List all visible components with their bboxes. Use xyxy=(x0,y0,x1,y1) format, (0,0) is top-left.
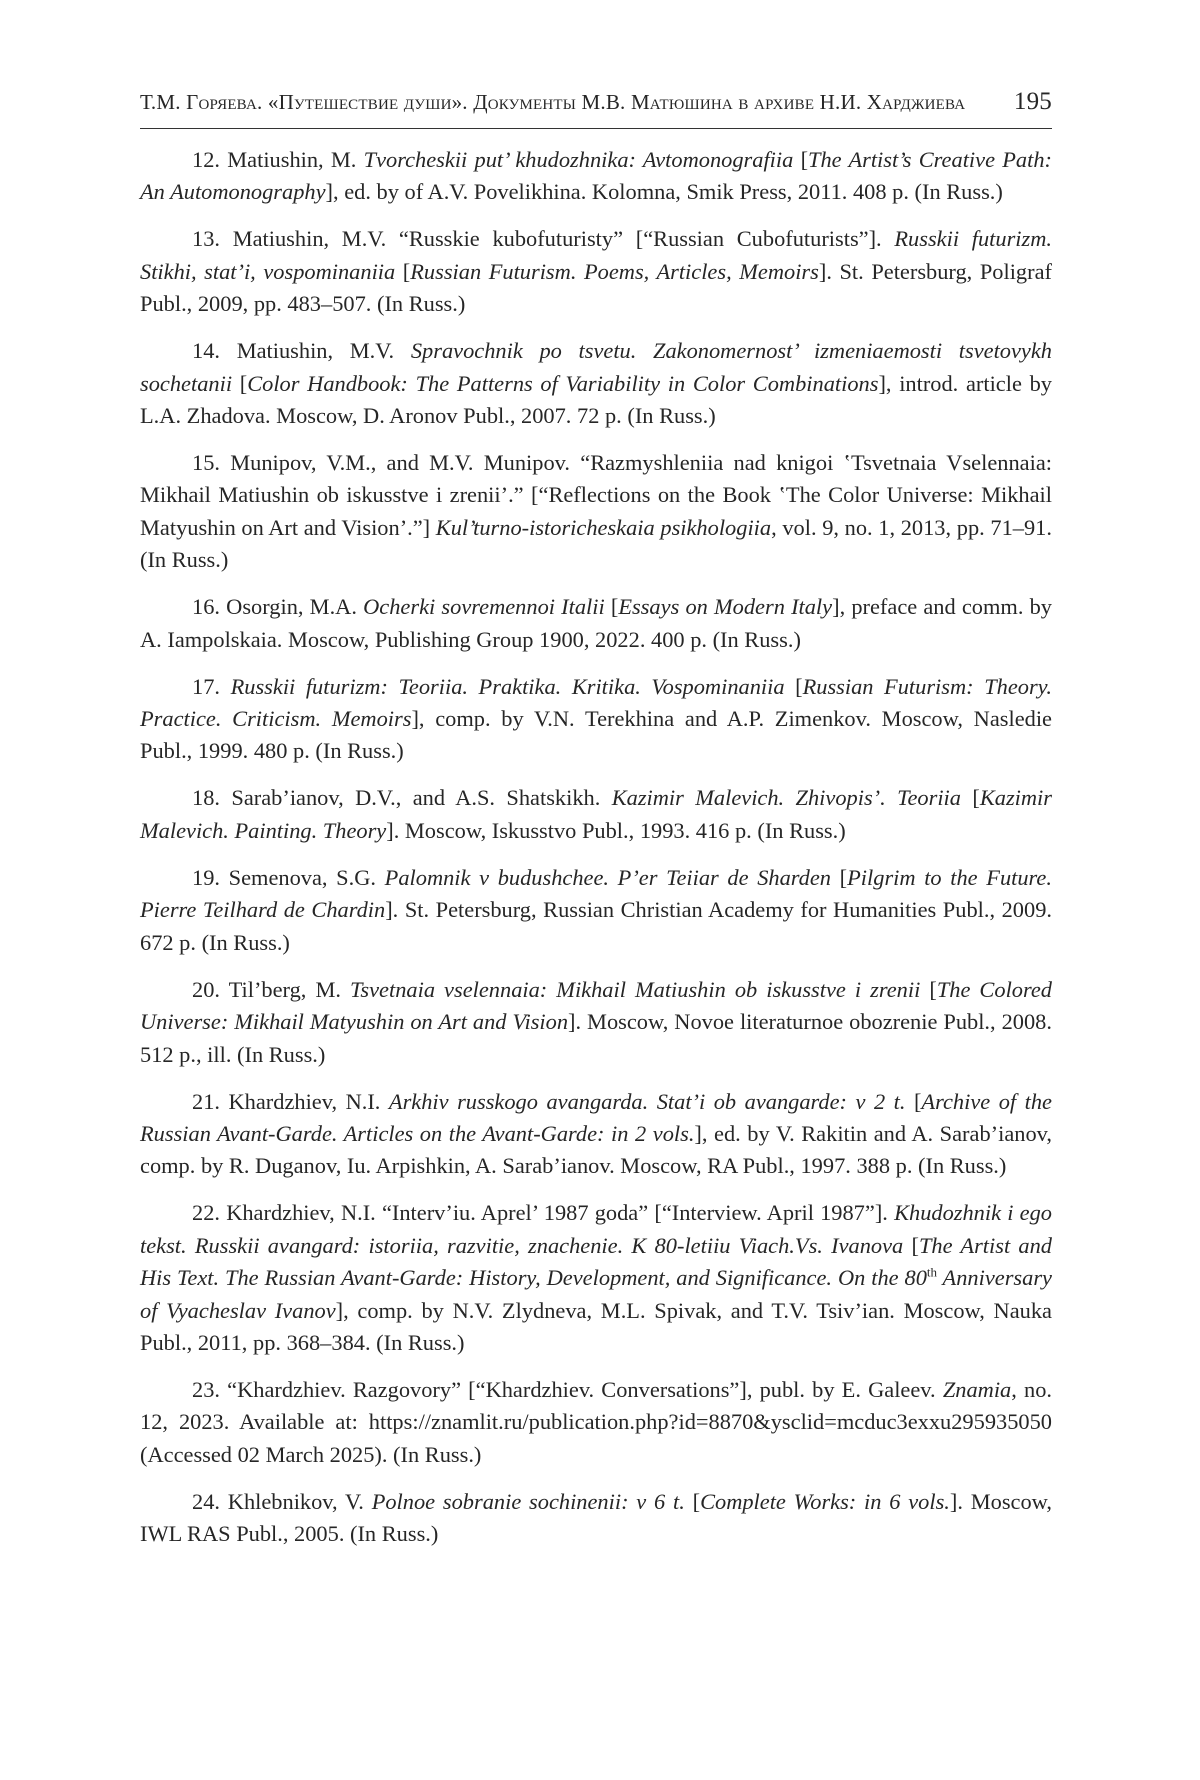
reference-text: Munipov, V.M., and M.V. Munipov. “Razmyshleniia nad knigoi ʽTsvetnaia Vselennaia: Mikhail Matiushin ob iskusstve i zrenii’.” [“Reflections on the Book ʽThe Color Universe: Mikhail Matyushin on Art and Vision’.”] xyxy=(140,450,1052,540)
reference-title: Kazimir Malevich. Zhivopis’. Teoriia xyxy=(611,785,961,811)
reference-title: Color Handbook: The Patterns of Variability in Color Combinations xyxy=(247,370,879,396)
reference-number: 12. xyxy=(192,147,220,172)
reference-superscript: th xyxy=(926,1264,938,1280)
reference-text: ], introd. article by L.A. Zhadova. Moscow, D. Aronov Publ., 2007. 72 p. (In Russ.) xyxy=(140,370,1052,429)
reference-title: The Colored Universe: Mikhail Matyushin on Art and Vision xyxy=(140,976,1052,1035)
reference-number: 21. xyxy=(192,1088,220,1114)
reference-item xyxy=(140,862,1052,959)
reference-text: [ xyxy=(684,1488,701,1514)
page-number: 195 xyxy=(1013,88,1052,115)
reference-title: The Artist and His Text. The Russian Avant-Garde: History, Development, and Significance. On the 80 xyxy=(140,1232,1053,1291)
reference-text: ]. St. Petersburg, Poligraf Publ., 2009, pp. 483–507. (In Russ.) xyxy=(140,258,1052,317)
reference-text: ], ed. by of A.V. Povelikhina. Kolomna, Smik Press, 2011. 408 p. (In Russ.) xyxy=(325,179,1003,205)
reference-text: ], comp. by N.V. Zlydneva, M.L. Spivak, and T.V. Tsiv’ian. Moscow, Nauka Publ., 2011, pp. 368–384. (In Russ.) xyxy=(140,1297,1052,1355)
reference-text: [ xyxy=(903,1232,919,1258)
reference-text: [ xyxy=(960,785,980,811)
reference-title: Archive of the Russian Avant-Garde. Articles on the Avant-Garde: in 2 vols. xyxy=(140,1088,1052,1146)
reference-text: Matiushin, M. xyxy=(227,147,364,172)
header-rule xyxy=(140,128,1052,129)
reference-text: Khlebnikov, V. xyxy=(227,1488,372,1514)
reference-text: [ xyxy=(831,864,848,890)
running-head xyxy=(140,88,1052,116)
reference-item xyxy=(140,1374,1052,1471)
reference-text: [ xyxy=(793,147,809,172)
reference-title: Essays on Modern Italy xyxy=(618,594,833,620)
reference-title: Spravochnik po tsvetu. Zakonomernost’ izmeniaemosti tsvetovykh sochetanii xyxy=(140,338,1052,396)
reference-text: ]. St. Petersburg, Russian Christian Academy for Humanities Publ., 2009. 672 p. (In Russ.) xyxy=(140,897,1052,955)
reference-text: [ xyxy=(920,976,937,1002)
reference-title: Complete Works: in 6 vols. xyxy=(700,1488,950,1514)
reference-number: 20. xyxy=(192,976,220,1002)
reference-number: 23. xyxy=(192,1376,220,1402)
reference-text: ]. Moscow, IWL RAS Publ., 2005. (In Russ.) xyxy=(140,1488,1052,1547)
reference-text: Osorgin, M.A. xyxy=(226,594,364,620)
reference-title: Pilgrim to the Future. Pierre Teilhard de Chardin xyxy=(140,864,1052,923)
reference-url[interactable]: https://znamlit.ru/publication.php?id=8870&ysclid=mcduc3exxu295935050 xyxy=(368,1409,1052,1435)
reference-title: The Artist’s Creative Path: An Automonography xyxy=(140,147,1052,205)
reference-title: Polnoe sobranie sochinenii: v 6 t. xyxy=(371,1488,685,1514)
reference-title: Znamia xyxy=(942,1376,1012,1402)
reference-title: Tvorcheskii put’ khudozhnika: Avtomonografiia xyxy=(363,147,794,172)
reference-text: Semenova, S.G. xyxy=(228,864,385,890)
reference-title: Russian Futurism. Poems, Articles, Memoirs xyxy=(410,258,819,284)
reference-title: Russkii futurizm. Stikhi, stat’i, vospominaniia xyxy=(140,226,1052,284)
reference-text: , vol. 9, no. 1, 2013, pp. 71–91. (In Russ.) xyxy=(140,514,1052,573)
reference-title: Anniversary of Vyacheslav Ivanov xyxy=(140,1265,1052,1323)
reference-item xyxy=(140,591,1052,656)
reference-text: Matiushin, M.V. “Russkie kubofuturisty” [“Russian Cubofuturists”]. xyxy=(232,226,895,252)
reference-title: Arkhiv russkogo avangarda. Stat’i ob avangarde: v 2 t. xyxy=(388,1088,906,1114)
reference-title: Tsvetnaia vselennaia: Mikhail Matiushin ob iskusstve i zrenii xyxy=(350,976,921,1002)
reference-item xyxy=(140,1197,1052,1359)
reference-number: 15. xyxy=(192,450,220,476)
reference-number: 18. xyxy=(192,785,220,811)
reference-title: Kazimir Malevich. Painting. Theory xyxy=(140,785,1052,843)
reference-item xyxy=(140,223,1052,320)
reference-text: Til’berg, M. xyxy=(228,976,350,1002)
reference-text: Matiushin, M.V. xyxy=(236,338,411,364)
reference-text: “Khardzhiev. Razgovory” [“Khardzhiev. Conversations”], publ. by E. Galeev. xyxy=(227,1376,943,1402)
reference-item xyxy=(140,335,1052,432)
reference-item xyxy=(140,447,1052,577)
reference-text: ]. Moscow, Novoe literaturnoe obozrenie Publ., 2008. 512 p., ill. (In Russ.) xyxy=(140,1009,1052,1067)
reference-number: 13. xyxy=(192,226,220,252)
reference-number: 22. xyxy=(192,1200,220,1226)
reference-number: 16. xyxy=(192,594,220,620)
reference-number: 24. xyxy=(192,1488,220,1514)
reference-item xyxy=(140,1086,1052,1183)
reference-number: 14. xyxy=(192,338,220,364)
reference-text: [ xyxy=(784,673,803,699)
reference-text: ], ed. by V. Rakitin and A. Sarab’ianov, comp. by R. Duganov, Iu. Arpishkin, A. Sarab’ianov. Moscow, RA Publ., 1997. 388 p. (In Russ.) xyxy=(140,1120,1052,1179)
reference-text: [ xyxy=(232,370,248,396)
reference-text: (Accessed 02 March 2025). (In Russ.) xyxy=(140,1441,482,1467)
reference-text: Khardzhiev, N.I. “Interv’iu. Aprel’ 1987 goda” [“Interview. April 1987”]. xyxy=(226,1200,895,1226)
reference-text: [ xyxy=(905,1088,922,1114)
reference-title: Russkii futurizm: Teoriia. Praktika. Kritika. Vospominaniia xyxy=(230,673,785,699)
running-head-title: Т.М. Горяева. «Путешествие души». Документы М.В. Матюшина в архиве Н.И. Харджиева xyxy=(140,90,966,114)
reference-number: 19. xyxy=(192,864,220,890)
reference-item xyxy=(140,974,1052,1071)
reference-item xyxy=(140,671,1052,768)
reference-number: 17. xyxy=(192,673,220,699)
reference-title: Khudozhnik i ego tekst. Russkii avangard: istoriia, razvitie, znachenie. K 80-letiiu Viach.Vs. Ivanova xyxy=(140,1200,1052,1258)
reference-text: ]. Moscow, Iskusstvo Publ., 1993. 416 p. (In Russ.) xyxy=(386,817,846,843)
reference-item xyxy=(140,144,1052,209)
reference-text: , no. 12, 2023. Available at: xyxy=(140,1376,1052,1435)
reference-text: Khardzhiev, N.I. xyxy=(228,1088,389,1114)
reference-item xyxy=(140,1486,1052,1551)
reference-title: Russian Futurism: Theory. Practice. Criticism. Memoirs xyxy=(140,673,1052,732)
reference-text: ], comp. by V.N. Terekhina and A.P. Zimenkov. Moscow, Nasledie Publ., 1999. 480 p. (In Russ.) xyxy=(140,706,1052,764)
reference-text: [ xyxy=(395,258,411,284)
reference-title: Ocherki sovremennoi Italii xyxy=(363,594,605,620)
reference-title: Kul’turno-istoricheskaia psikhologiia xyxy=(435,514,772,540)
reference-title: Palomnik v budushchee. P’er Teiiar de Sharden xyxy=(384,864,832,890)
reference-item xyxy=(140,782,1052,847)
reference-text: [ xyxy=(604,594,619,620)
reference-text: ], preface and comm. by A. Iampolskaia. Moscow, Publishing Group 1900, 2022. 400 p. (In Russ.) xyxy=(140,594,1052,652)
reference-text: Sarab’ianov, D.V., and A.S. Shatskikh. xyxy=(231,785,612,811)
reference-list xyxy=(140,144,1052,1565)
